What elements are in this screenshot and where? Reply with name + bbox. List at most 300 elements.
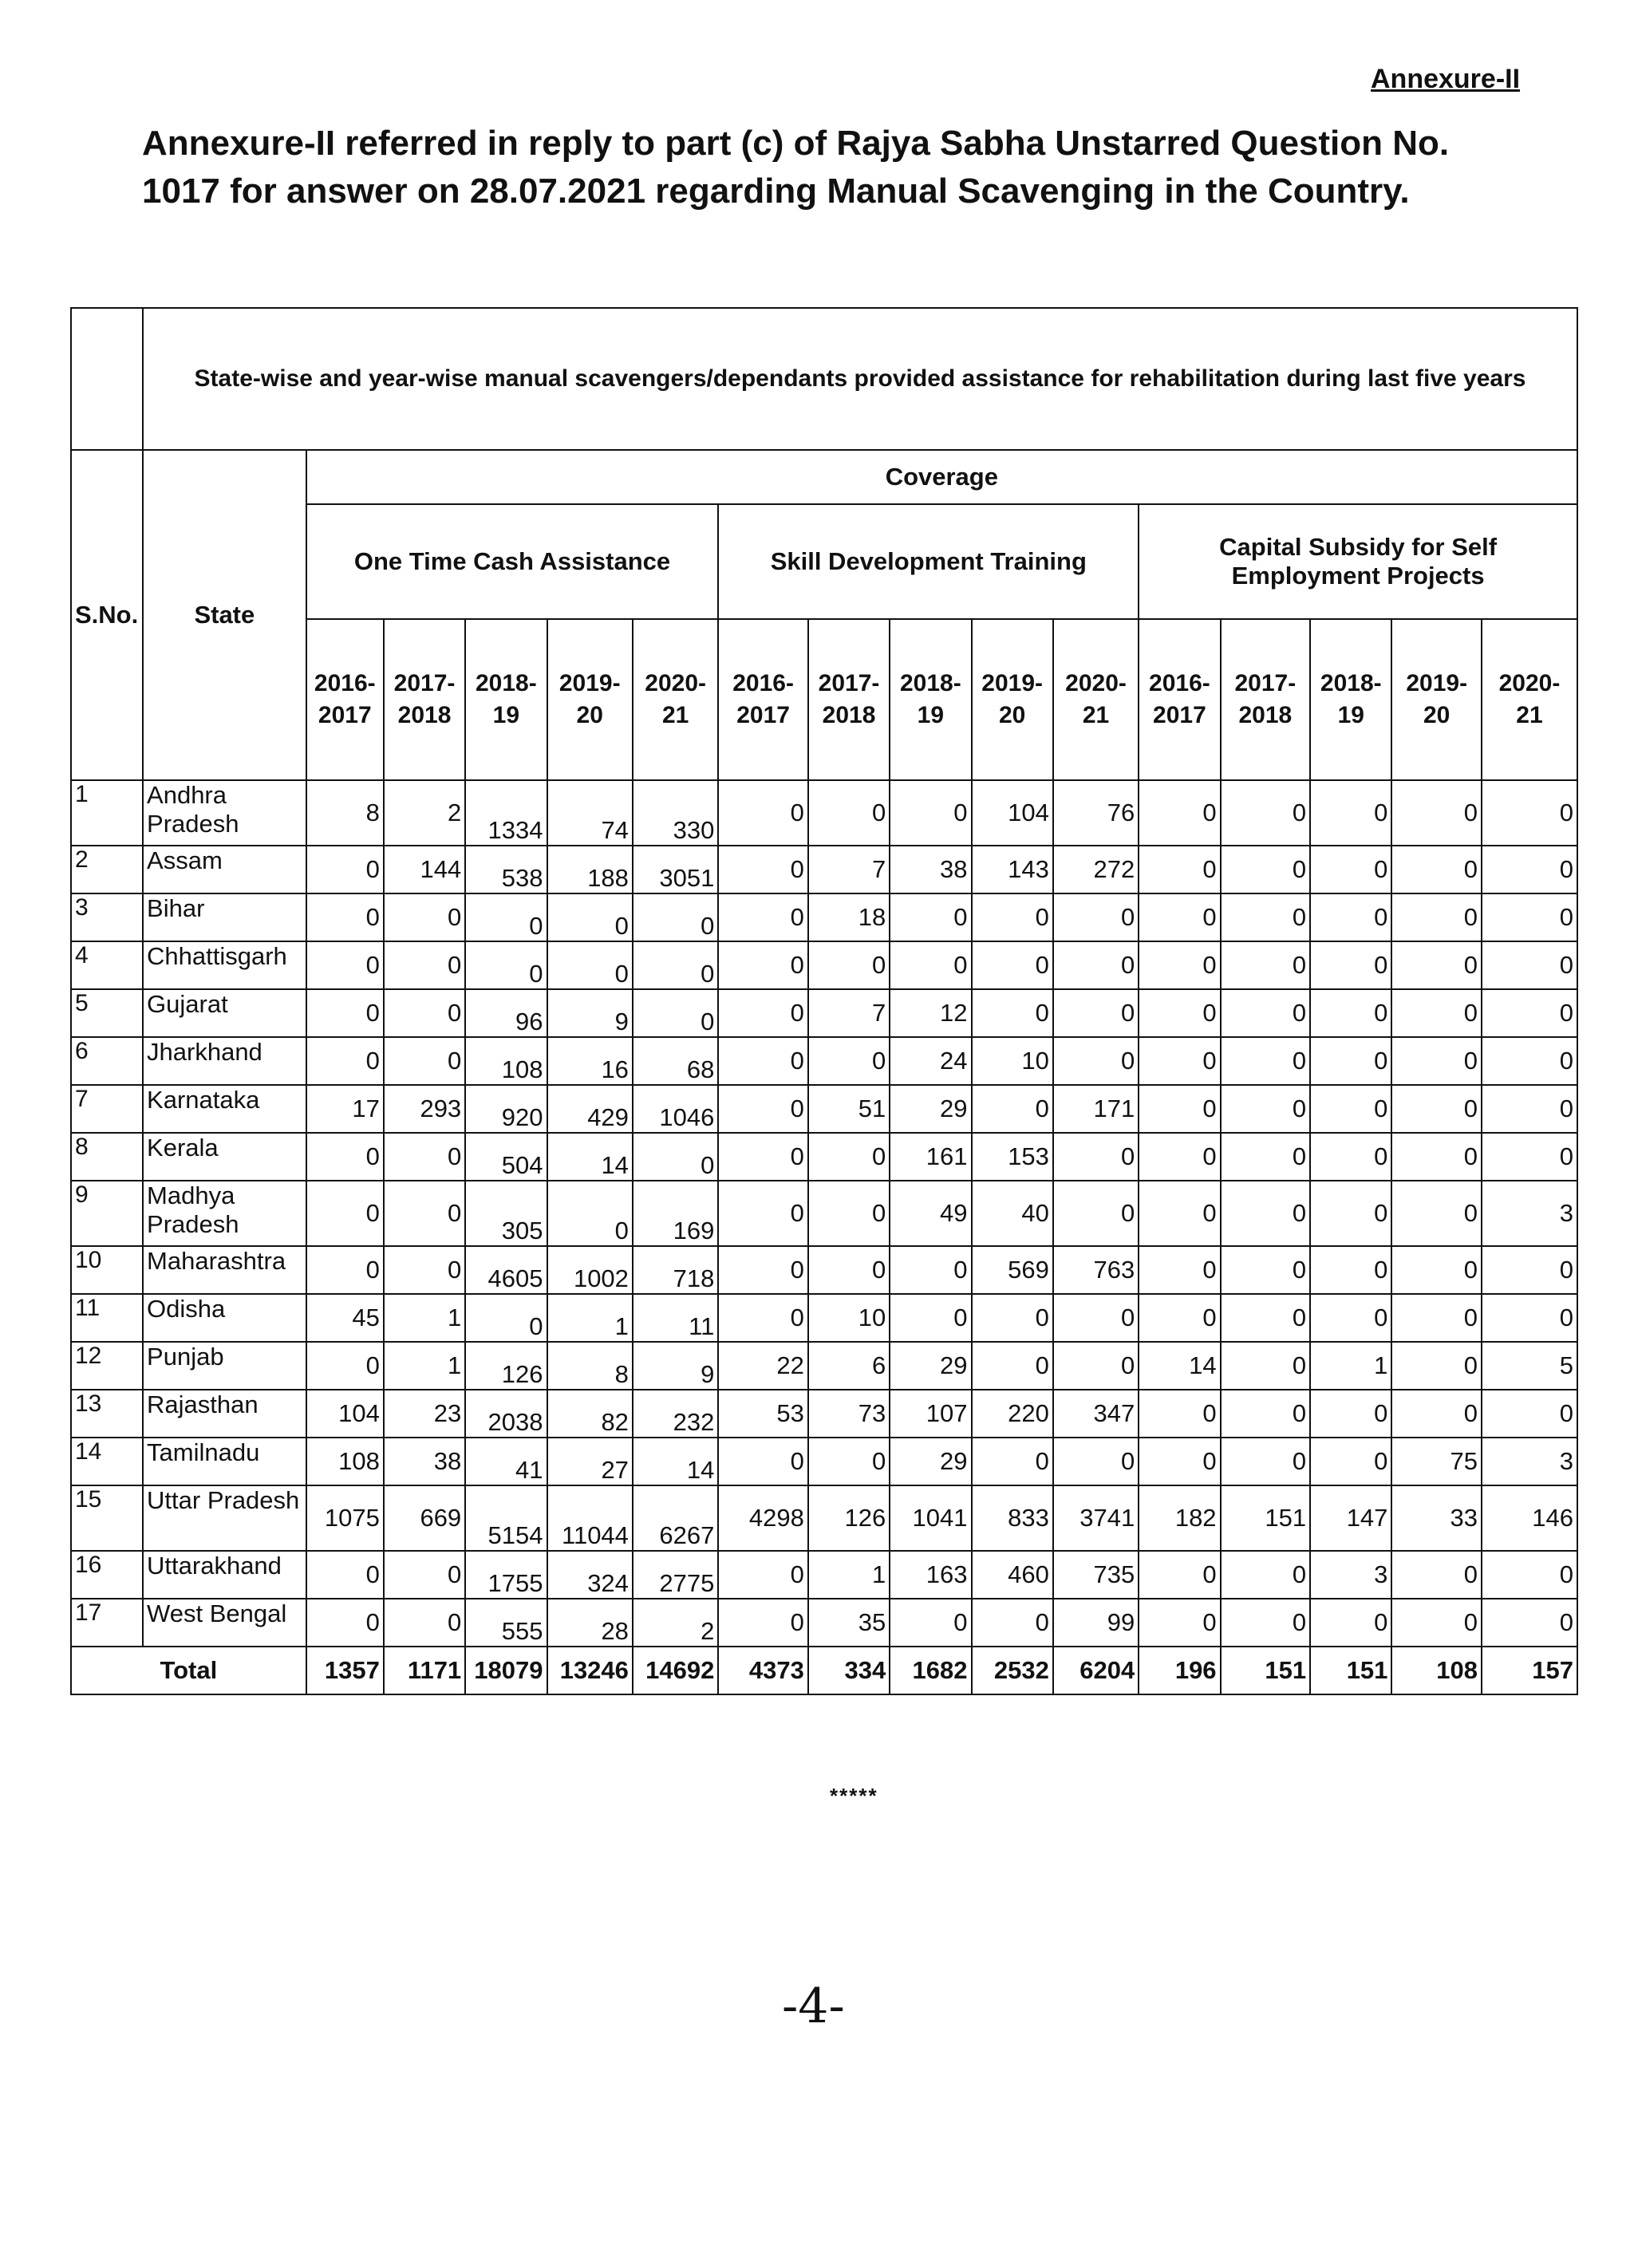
value-cell: 182 bbox=[1139, 1485, 1220, 1551]
sno-cell: 12 bbox=[71, 1342, 143, 1390]
value-cell: 126 bbox=[808, 1485, 890, 1551]
value-cell: 0 bbox=[718, 893, 808, 941]
value-cell: 305 bbox=[465, 1181, 547, 1246]
value-cell: 0 bbox=[1139, 780, 1220, 846]
value-cell: 0 bbox=[633, 941, 718, 989]
value-cell: 49 bbox=[890, 1181, 971, 1246]
value-cell: 0 bbox=[384, 1551, 465, 1599]
value-cell: 232 bbox=[633, 1390, 718, 1438]
value-cell: 6267 bbox=[633, 1485, 718, 1551]
value-cell: 107 bbox=[890, 1390, 971, 1438]
total-cell: 151 bbox=[1310, 1647, 1391, 1694]
caption-row bbox=[71, 308, 1577, 450]
total-cell: 196 bbox=[1139, 1647, 1220, 1694]
value-cell: 0 bbox=[1391, 989, 1482, 1037]
value-cell: 3741 bbox=[1053, 1485, 1139, 1551]
value-cell: 0 bbox=[1391, 1390, 1482, 1438]
value-cell: 1755 bbox=[465, 1551, 547, 1599]
value-cell: 0 bbox=[547, 1181, 633, 1246]
year-header: 2020-21 bbox=[1053, 619, 1139, 780]
value-cell: 0 bbox=[1391, 1599, 1482, 1647]
value-cell: 0 bbox=[1391, 1085, 1482, 1133]
value-cell: 14 bbox=[1139, 1342, 1220, 1390]
coverage-header: Coverage bbox=[306, 450, 1577, 504]
value-cell: 504 bbox=[465, 1133, 547, 1181]
value-cell: 0 bbox=[718, 941, 808, 989]
year-header: 2017-2018 bbox=[1221, 619, 1311, 780]
value-cell: 0 bbox=[1139, 893, 1220, 941]
sno-cell: 8 bbox=[71, 1133, 143, 1181]
value-cell: 0 bbox=[465, 1294, 547, 1342]
year-header: 2018-19 bbox=[890, 619, 971, 780]
value-cell: 0 bbox=[1139, 1599, 1220, 1647]
value-cell: 0 bbox=[1391, 846, 1482, 893]
value-cell: 53 bbox=[718, 1390, 808, 1438]
state-cell: Uttar Pradesh bbox=[143, 1485, 306, 1551]
value-cell: 0 bbox=[1482, 846, 1577, 893]
value-cell: 1041 bbox=[890, 1485, 971, 1551]
value-cell: 126 bbox=[465, 1342, 547, 1390]
value-cell: 28 bbox=[547, 1599, 633, 1647]
value-cell: 0 bbox=[384, 941, 465, 989]
table-row bbox=[71, 846, 1577, 893]
value-cell: 1002 bbox=[547, 1246, 633, 1294]
value-cell: 0 bbox=[1482, 989, 1577, 1037]
value-cell: 0 bbox=[1221, 1551, 1311, 1599]
total-cell: 157 bbox=[1482, 1647, 1577, 1694]
value-cell: 0 bbox=[1391, 1181, 1482, 1246]
value-cell: 14 bbox=[633, 1438, 718, 1485]
state-cell: Karnataka bbox=[143, 1085, 306, 1133]
value-cell: 0 bbox=[1482, 1246, 1577, 1294]
value-cell: 29 bbox=[890, 1438, 971, 1485]
value-cell: 22 bbox=[718, 1342, 808, 1390]
value-cell: 0 bbox=[1310, 1085, 1391, 1133]
value-cell: 104 bbox=[972, 780, 1053, 846]
value-cell: 5154 bbox=[465, 1485, 547, 1551]
value-cell: 2 bbox=[633, 1599, 718, 1647]
value-cell: 0 bbox=[1221, 1181, 1311, 1246]
value-cell: 324 bbox=[547, 1551, 633, 1599]
state-cell: Punjab bbox=[143, 1342, 306, 1390]
value-cell: 0 bbox=[1221, 1133, 1311, 1181]
value-cell: 41 bbox=[465, 1438, 547, 1485]
value-cell: 3 bbox=[1482, 1438, 1577, 1485]
state-cell: Uttarakhand bbox=[143, 1551, 306, 1599]
value-cell: 2775 bbox=[633, 1551, 718, 1599]
value-cell: 16 bbox=[547, 1037, 633, 1085]
value-cell: 51 bbox=[808, 1085, 890, 1133]
state-cell: Maharashtra bbox=[143, 1246, 306, 1294]
value-cell: 0 bbox=[384, 1246, 465, 1294]
value-cell: 0 bbox=[718, 1438, 808, 1485]
value-cell: 11 bbox=[633, 1294, 718, 1342]
value-cell: 108 bbox=[306, 1438, 384, 1485]
value-cell: 0 bbox=[306, 1246, 384, 1294]
value-cell: 0 bbox=[1310, 1390, 1391, 1438]
table-row bbox=[71, 941, 1577, 989]
value-cell: 45 bbox=[306, 1294, 384, 1342]
table-row bbox=[71, 780, 1577, 846]
value-cell: 0 bbox=[547, 893, 633, 941]
value-cell: 0 bbox=[1053, 941, 1139, 989]
value-cell: 147 bbox=[1310, 1485, 1391, 1551]
year-header: 2019-20 bbox=[1391, 619, 1482, 780]
value-cell: 0 bbox=[972, 1085, 1053, 1133]
value-cell: 0 bbox=[633, 1133, 718, 1181]
value-cell: 0 bbox=[384, 893, 465, 941]
value-cell: 0 bbox=[890, 780, 971, 846]
value-cell: 0 bbox=[1482, 1599, 1577, 1647]
value-cell: 0 bbox=[306, 1037, 384, 1085]
value-cell: 0 bbox=[1053, 1133, 1139, 1181]
value-cell: 0 bbox=[384, 1181, 465, 1246]
value-cell: 555 bbox=[465, 1599, 547, 1647]
value-cell: 0 bbox=[384, 989, 465, 1037]
value-cell: 0 bbox=[1482, 1085, 1577, 1133]
year-header: 2020-21 bbox=[633, 619, 718, 780]
value-cell: 0 bbox=[972, 1438, 1053, 1485]
value-cell: 9 bbox=[547, 989, 633, 1037]
value-cell: 0 bbox=[1053, 893, 1139, 941]
value-cell: 1 bbox=[384, 1294, 465, 1342]
total-cell: 108 bbox=[1391, 1647, 1482, 1694]
value-cell: 0 bbox=[306, 893, 384, 941]
value-cell: 0 bbox=[972, 1342, 1053, 1390]
value-cell: 82 bbox=[547, 1390, 633, 1438]
value-cell: 0 bbox=[1053, 1438, 1139, 1485]
value-cell: 0 bbox=[1310, 1246, 1391, 1294]
value-cell: 569 bbox=[972, 1246, 1053, 1294]
value-cell: 0 bbox=[1053, 1294, 1139, 1342]
value-cell: 0 bbox=[1391, 941, 1482, 989]
sno-cell: 11 bbox=[71, 1294, 143, 1342]
value-cell: 833 bbox=[972, 1485, 1053, 1551]
value-cell: 0 bbox=[718, 846, 808, 893]
coverage-row bbox=[71, 450, 1577, 504]
value-cell: 171 bbox=[1053, 1085, 1139, 1133]
value-cell: 0 bbox=[1221, 1599, 1311, 1647]
value-cell: 429 bbox=[547, 1085, 633, 1133]
year-header: 2016-2017 bbox=[1139, 619, 1220, 780]
value-cell: 4298 bbox=[718, 1485, 808, 1551]
value-cell: 1 bbox=[1310, 1342, 1391, 1390]
value-cell: 0 bbox=[1482, 941, 1577, 989]
value-cell: 29 bbox=[890, 1342, 971, 1390]
value-cell: 920 bbox=[465, 1085, 547, 1133]
table-row bbox=[71, 1133, 1577, 1181]
value-cell: 0 bbox=[1139, 1181, 1220, 1246]
value-cell: 99 bbox=[1053, 1599, 1139, 1647]
annexure-label: Annexure-II bbox=[1371, 64, 1521, 94]
value-cell: 0 bbox=[1221, 941, 1311, 989]
total-label: Total bbox=[71, 1647, 306, 1694]
value-cell: 0 bbox=[1482, 1294, 1577, 1342]
value-cell: 1 bbox=[808, 1551, 890, 1599]
value-cell: 0 bbox=[1221, 1294, 1311, 1342]
sno-cell: 4 bbox=[71, 941, 143, 989]
value-cell: 0 bbox=[808, 941, 890, 989]
table-row bbox=[71, 989, 1577, 1037]
year-header: 2020-21 bbox=[1482, 619, 1577, 780]
value-cell: 23 bbox=[384, 1390, 465, 1438]
value-cell: 10 bbox=[972, 1037, 1053, 1085]
value-cell: 8 bbox=[306, 780, 384, 846]
total-cell: 1682 bbox=[890, 1647, 971, 1694]
value-cell: 0 bbox=[718, 1037, 808, 1085]
table-row bbox=[71, 1342, 1577, 1390]
state-cell: Bihar bbox=[143, 893, 306, 941]
value-cell: 38 bbox=[384, 1438, 465, 1485]
value-cell: 0 bbox=[808, 780, 890, 846]
value-cell: 0 bbox=[808, 1246, 890, 1294]
sno-cell: 10 bbox=[71, 1246, 143, 1294]
value-cell: 0 bbox=[1310, 1294, 1391, 1342]
value-cell: 0 bbox=[1139, 1133, 1220, 1181]
value-cell: 0 bbox=[1391, 1294, 1482, 1342]
table-row bbox=[71, 1085, 1577, 1133]
table-row bbox=[71, 1246, 1577, 1294]
value-cell: 0 bbox=[306, 1181, 384, 1246]
value-cell: 74 bbox=[547, 780, 633, 846]
value-cell: 0 bbox=[384, 1037, 465, 1085]
table-row bbox=[71, 1181, 1577, 1246]
value-cell: 0 bbox=[465, 941, 547, 989]
value-cell: 12 bbox=[890, 989, 971, 1037]
year-header: 2017-2018 bbox=[384, 619, 465, 780]
sno-cell: 17 bbox=[71, 1599, 143, 1647]
value-cell: 0 bbox=[718, 1085, 808, 1133]
value-cell: 0 bbox=[808, 1133, 890, 1181]
value-cell: 17 bbox=[306, 1085, 384, 1133]
sno-cell: 2 bbox=[71, 846, 143, 893]
page-number: -4- bbox=[782, 1978, 845, 2034]
value-cell: 0 bbox=[633, 893, 718, 941]
value-cell: 0 bbox=[890, 941, 971, 989]
value-cell: 7 bbox=[808, 989, 890, 1037]
state-cell: Kerala bbox=[143, 1133, 306, 1181]
year-header: 2018-19 bbox=[465, 619, 547, 780]
value-cell: 0 bbox=[718, 780, 808, 846]
value-cell: 0 bbox=[1139, 846, 1220, 893]
value-cell: 0 bbox=[808, 1181, 890, 1246]
value-cell: 0 bbox=[1482, 1133, 1577, 1181]
table-row bbox=[71, 1599, 1577, 1647]
value-cell: 0 bbox=[1221, 1037, 1311, 1085]
value-cell: 153 bbox=[972, 1133, 1053, 1181]
value-cell: 0 bbox=[1391, 1037, 1482, 1085]
value-cell: 0 bbox=[1221, 1342, 1311, 1390]
group-header-subsidy: Capital Subsidy for Self Employment Projects bbox=[1139, 504, 1577, 619]
total-cell: 6204 bbox=[1053, 1647, 1139, 1694]
state-header: State bbox=[143, 450, 306, 780]
year-header: 2017-2018 bbox=[808, 619, 890, 780]
year-header: 2018-19 bbox=[1310, 619, 1391, 780]
value-cell: 29 bbox=[890, 1085, 971, 1133]
value-cell: 146 bbox=[1482, 1485, 1577, 1551]
value-cell: 0 bbox=[1310, 941, 1391, 989]
state-cell: Chhattisgarh bbox=[143, 941, 306, 989]
value-cell: 0 bbox=[306, 989, 384, 1037]
value-cell: 10 bbox=[808, 1294, 890, 1342]
total-cell: 18079 bbox=[465, 1647, 547, 1694]
value-cell: 0 bbox=[547, 941, 633, 989]
value-cell: 0 bbox=[972, 893, 1053, 941]
value-cell: 96 bbox=[465, 989, 547, 1037]
total-cell: 1171 bbox=[384, 1647, 465, 1694]
value-cell: 68 bbox=[633, 1037, 718, 1085]
value-cell: 0 bbox=[1221, 1085, 1311, 1133]
value-cell: 35 bbox=[808, 1599, 890, 1647]
value-cell: 0 bbox=[890, 1246, 971, 1294]
value-cell: 0 bbox=[1482, 893, 1577, 941]
value-cell: 0 bbox=[1139, 1085, 1220, 1133]
value-cell: 0 bbox=[718, 1246, 808, 1294]
value-cell: 38 bbox=[890, 846, 971, 893]
value-cell: 0 bbox=[1482, 1037, 1577, 1085]
value-cell: 0 bbox=[1139, 1551, 1220, 1599]
value-cell: 3 bbox=[1482, 1181, 1577, 1246]
value-cell: 0 bbox=[306, 1551, 384, 1599]
document-heading: Annexure-II referred in reply to part (c) of Rajya Sabha Unstarred Question No. 1017 for answer on 28.07.2021 regarding Manual Scavenging in the Country. bbox=[142, 124, 1450, 211]
end-mark: ***** bbox=[830, 1784, 878, 1808]
year-header: 2016-2017 bbox=[718, 619, 808, 780]
value-cell: 0 bbox=[384, 1599, 465, 1647]
value-cell: 7 bbox=[808, 846, 890, 893]
value-cell: 8 bbox=[547, 1342, 633, 1390]
value-cell: 6 bbox=[808, 1342, 890, 1390]
value-cell: 33 bbox=[1391, 1485, 1482, 1551]
value-cell: 9 bbox=[633, 1342, 718, 1390]
value-cell: 0 bbox=[1310, 1037, 1391, 1085]
value-cell: 11044 bbox=[547, 1485, 633, 1551]
value-cell: 0 bbox=[1053, 1181, 1139, 1246]
value-cell: 0 bbox=[306, 941, 384, 989]
value-cell: 330 bbox=[633, 780, 718, 846]
group-header-cash: One Time Cash Assistance bbox=[306, 504, 719, 619]
value-cell: 735 bbox=[1053, 1551, 1139, 1599]
table-row bbox=[71, 1551, 1577, 1599]
value-cell: 163 bbox=[890, 1551, 971, 1599]
sno-cell: 7 bbox=[71, 1085, 143, 1133]
state-cell: Gujarat bbox=[143, 989, 306, 1037]
value-cell: 0 bbox=[1310, 1181, 1391, 1246]
value-cell: 0 bbox=[306, 1599, 384, 1647]
value-cell: 0 bbox=[1053, 1342, 1139, 1390]
value-cell: 2 bbox=[384, 780, 465, 846]
value-cell: 0 bbox=[1139, 1246, 1220, 1294]
value-cell: 0 bbox=[306, 846, 384, 893]
blank-corner-cell bbox=[71, 308, 143, 450]
value-cell: 0 bbox=[718, 989, 808, 1037]
table-row bbox=[71, 1037, 1577, 1085]
value-cell: 718 bbox=[633, 1246, 718, 1294]
table-row bbox=[71, 1294, 1577, 1342]
table-row bbox=[71, 893, 1577, 941]
value-cell: 2038 bbox=[465, 1390, 547, 1438]
value-cell: 76 bbox=[1053, 780, 1139, 846]
value-cell: 0 bbox=[972, 1294, 1053, 1342]
value-cell: 0 bbox=[1221, 989, 1311, 1037]
value-cell: 0 bbox=[1482, 1390, 1577, 1438]
total-cell: 1357 bbox=[306, 1647, 384, 1694]
value-cell: 0 bbox=[1139, 989, 1220, 1037]
value-cell: 0 bbox=[972, 989, 1053, 1037]
value-cell: 763 bbox=[1053, 1246, 1139, 1294]
value-cell: 0 bbox=[1391, 1342, 1482, 1390]
value-cell: 0 bbox=[1310, 846, 1391, 893]
value-cell: 75 bbox=[1391, 1438, 1482, 1485]
value-cell: 1075 bbox=[306, 1485, 384, 1551]
table-row bbox=[71, 1390, 1577, 1438]
value-cell: 0 bbox=[718, 1599, 808, 1647]
total-cell: 2532 bbox=[972, 1647, 1053, 1694]
total-cell: 334 bbox=[808, 1647, 890, 1694]
value-cell: 0 bbox=[1310, 989, 1391, 1037]
table-row bbox=[71, 1438, 1577, 1485]
value-cell: 0 bbox=[1391, 1133, 1482, 1181]
state-cell: Rajasthan bbox=[143, 1390, 306, 1438]
sno-cell: 15 bbox=[71, 1485, 143, 1551]
value-cell: 0 bbox=[808, 1037, 890, 1085]
value-cell: 272 bbox=[1053, 846, 1139, 893]
value-cell: 108 bbox=[465, 1037, 547, 1085]
value-cell: 0 bbox=[718, 1294, 808, 1342]
total-cell: 13246 bbox=[547, 1647, 633, 1694]
value-cell: 0 bbox=[890, 893, 971, 941]
value-cell: 188 bbox=[547, 846, 633, 893]
value-cell: 0 bbox=[1310, 780, 1391, 846]
value-cell: 14 bbox=[547, 1133, 633, 1181]
value-cell: 0 bbox=[306, 1133, 384, 1181]
value-cell: 538 bbox=[465, 846, 547, 893]
value-cell: 161 bbox=[890, 1133, 971, 1181]
value-cell: 220 bbox=[972, 1390, 1053, 1438]
value-cell: 0 bbox=[972, 1599, 1053, 1647]
value-cell: 73 bbox=[808, 1390, 890, 1438]
value-cell: 0 bbox=[1391, 893, 1482, 941]
value-cell: 0 bbox=[972, 941, 1053, 989]
year-header: 2016-2017 bbox=[306, 619, 384, 780]
value-cell: 0 bbox=[1310, 1133, 1391, 1181]
value-cell: 1046 bbox=[633, 1085, 718, 1133]
value-cell: 0 bbox=[1053, 989, 1139, 1037]
table-caption: State-wise and year-wise manual scavengers/dependants provided assistance for rehabilitation during last five years bbox=[143, 308, 1577, 450]
state-cell: Madhya Pradesh bbox=[143, 1181, 306, 1246]
value-cell: 0 bbox=[1139, 1294, 1220, 1342]
value-cell: 0 bbox=[1482, 1551, 1577, 1599]
value-cell: 104 bbox=[306, 1390, 384, 1438]
value-cell: 0 bbox=[718, 1133, 808, 1181]
value-cell: 5 bbox=[1482, 1342, 1577, 1390]
rehabilitation-table bbox=[70, 307, 1578, 1695]
value-cell: 0 bbox=[890, 1599, 971, 1647]
value-cell: 0 bbox=[1139, 941, 1220, 989]
value-cell: 27 bbox=[547, 1438, 633, 1485]
value-cell: 0 bbox=[306, 1342, 384, 1390]
group-header-skill: Skill Development Training bbox=[718, 504, 1139, 619]
value-cell: 0 bbox=[1139, 1037, 1220, 1085]
value-cell: 0 bbox=[1310, 1599, 1391, 1647]
value-cell: 0 bbox=[1310, 1438, 1391, 1485]
sno-cell: 9 bbox=[71, 1181, 143, 1246]
value-cell: 151 bbox=[1221, 1485, 1311, 1551]
table-row bbox=[71, 1485, 1577, 1551]
sno-cell: 14 bbox=[71, 1438, 143, 1485]
value-cell: 3051 bbox=[633, 846, 718, 893]
value-cell: 0 bbox=[465, 893, 547, 941]
value-cell: 1334 bbox=[465, 780, 547, 846]
